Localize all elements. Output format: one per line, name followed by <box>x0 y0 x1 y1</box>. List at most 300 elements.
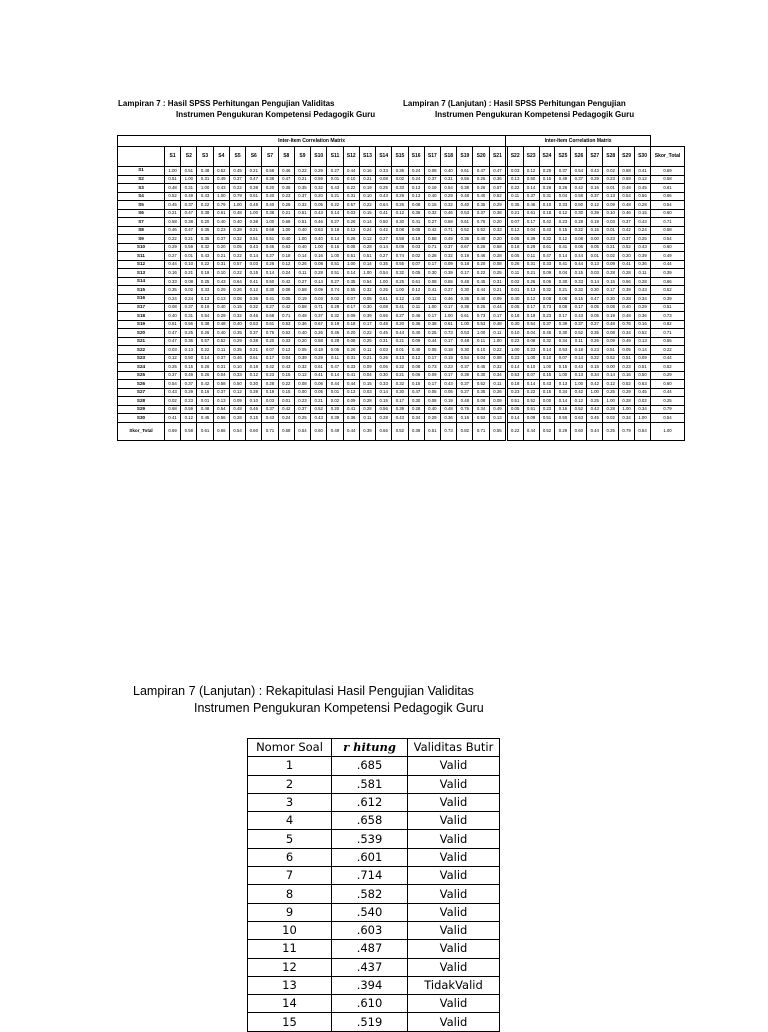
matrix-row-label: S2 <box>118 175 165 184</box>
matrix-cell: 0.29 <box>213 286 229 295</box>
recap-validitas: Valid <box>408 867 500 885</box>
matrix-cell: 0.40 <box>262 201 278 210</box>
matrix-cell: 0.13 <box>408 192 424 201</box>
matrix-cell: 0.08 <box>571 235 587 244</box>
matrix-cell: 0.03 <box>246 260 262 269</box>
matrix-cell: 0.55 <box>651 337 685 346</box>
matrix-cell: 0.09 <box>603 201 619 210</box>
matrix-cell: 0.19 <box>359 184 375 193</box>
matrix-cell: 0.31 <box>539 192 555 201</box>
matrix-cell: 1.00 <box>635 414 651 423</box>
matrix-cell: 0.35 <box>376 260 392 269</box>
matrix-cell: 0.13 <box>213 294 229 303</box>
matrix-cell: 0.79 <box>213 201 229 210</box>
matrix-row-label: S15 <box>118 286 165 295</box>
matrix-cell: 0.40 <box>507 294 523 303</box>
matrix-cell: 0.12 <box>555 209 571 218</box>
matrix-cell: 0.49 <box>294 312 310 321</box>
matrix-cell: 0.37 <box>571 320 587 329</box>
matrix-cell: 0.12 <box>507 226 523 235</box>
matrix-cell: 0.09 <box>523 414 539 423</box>
matrix-cell: 0.01 <box>507 286 523 295</box>
matrix-cell: 0.61 <box>539 243 555 252</box>
matrix-cell: 0.66 <box>651 192 685 201</box>
matrix-row-label: S24 <box>118 363 165 372</box>
appendix-header-right-line1: Lampiran 7 (Lanjutan) : Hasil SPSS Perhitungan Pengujian <box>403 99 626 108</box>
matrix-cell: 0.07 <box>507 218 523 227</box>
recap-row <box>248 940 500 958</box>
matrix-cell: 0.23 <box>603 175 619 184</box>
matrix-cell: 0.22 <box>229 269 245 278</box>
matrix-cell: 0.34 <box>473 405 489 414</box>
matrix-body <box>118 167 685 441</box>
matrix-row-label: S22 <box>118 346 165 355</box>
matrix-cell: 0.32 <box>294 201 310 210</box>
matrix-cell: 0.58 <box>165 218 181 227</box>
matrix-cell: 0.51 <box>327 269 343 278</box>
matrix-cell: 0.30 <box>473 371 489 380</box>
matrix-cell: 0.57 <box>197 337 213 346</box>
matrix-cell: 0.24 <box>278 414 294 423</box>
matrix-cell: 0.27 <box>376 235 392 244</box>
matrix-cell: 0.14 <box>376 243 392 252</box>
matrix-cell: 0.48 <box>197 167 213 176</box>
matrix-row <box>118 397 685 406</box>
matrix-cell: 0.25 <box>473 303 489 312</box>
matrix-cell: 0.15 <box>246 414 262 423</box>
matrix-row <box>118 184 685 193</box>
matrix-cell: 0.52 <box>603 354 619 363</box>
matrix-cell: 1.00 <box>424 303 440 312</box>
matrix-cell: 0.42 <box>262 363 278 372</box>
matrix-cell: 0.82 <box>457 423 473 441</box>
matrix-cell: 0.30 <box>603 294 619 303</box>
matrix-cell: 0.48 <box>246 201 262 210</box>
matrix-cell: 0.14 <box>555 397 571 406</box>
matrix-cell: 0.05 <box>327 346 343 355</box>
matrix-cell: 0.31 <box>376 337 392 346</box>
matrix-cell: 0.21 <box>181 269 197 278</box>
recap-validitas: Valid <box>408 921 500 939</box>
matrix-column-header: S24 <box>539 147 555 167</box>
matrix-cell: 0.21 <box>603 243 619 252</box>
matrix-cell: 0.63 <box>278 243 294 252</box>
matrix-cell: 0.73 <box>440 423 456 441</box>
matrix-cell: 0.21 <box>213 252 229 261</box>
matrix-cell: 0.20 <box>262 184 278 193</box>
matrix-cell: 0.12 <box>359 235 375 244</box>
matrix-cell: 0.19 <box>424 184 440 193</box>
matrix-cell: 0.31 <box>197 175 213 184</box>
matrix-cell: 0.33 <box>489 226 505 235</box>
matrix-cell: 0.51 <box>359 252 375 261</box>
recap-nomor-soal: 11 <box>248 940 332 958</box>
matrix-cell: 0.11 <box>213 346 229 355</box>
recap-validitas: Valid <box>408 885 500 903</box>
matrix-cell: 0.73 <box>424 363 440 372</box>
matrix-cell: 0.58 <box>294 303 310 312</box>
matrix-cell: 0.40 <box>229 320 245 329</box>
matrix-cell: 0.69 <box>651 167 685 176</box>
matrix-cell: 0.26 <box>262 260 278 269</box>
matrix-row <box>118 329 685 338</box>
matrix-cell: 0.04 <box>523 329 539 338</box>
matrix-cell: 0.28 <box>327 303 343 312</box>
recap-header-r-hitung: r hitung <box>332 739 408 757</box>
recap-nomor-soal: 6 <box>248 848 332 866</box>
matrix-cell: 0.48 <box>229 209 245 218</box>
matrix-cell: 0.44 <box>489 303 505 312</box>
matrix-cell: 0.08 <box>294 380 310 389</box>
matrix-cell: 0.54 <box>635 423 651 441</box>
matrix-cell: 0.18 <box>343 320 359 329</box>
matrix-cell: 1.00 <box>440 312 456 321</box>
matrix-cell: 0.43 <box>440 380 456 389</box>
matrix-cell: 0.51 <box>603 346 619 355</box>
recap-row <box>248 867 500 885</box>
matrix-cell: 0.51 <box>165 175 181 184</box>
matrix-cell: 0.12 <box>392 294 408 303</box>
matrix-cell: 0.17 <box>571 303 587 312</box>
matrix-cell: 0.34 <box>555 337 571 346</box>
matrix-cell: 0.26 <box>473 184 489 193</box>
matrix-cell: 0.12 <box>181 414 197 423</box>
matrix-cell: 0.23 <box>294 397 310 406</box>
matrix-cell: 0.38 <box>197 320 213 329</box>
matrix-cell: 0.37 <box>440 243 456 252</box>
matrix-cell: 0.27 <box>327 277 343 286</box>
matrix-column-header: Skor_Total <box>651 147 685 167</box>
matrix-cell: 0.56 <box>376 405 392 414</box>
matrix-cell: 0.28 <box>424 252 440 261</box>
matrix-cell: 0.23 <box>619 363 635 372</box>
matrix-row <box>118 312 685 321</box>
matrix-cell: 0.71 <box>651 329 685 338</box>
matrix-cell: 0.40 <box>473 192 489 201</box>
matrix-cell: 0.39 <box>359 312 375 321</box>
matrix-cell: 0.41 <box>246 277 262 286</box>
matrix-cell: 0.30 <box>571 209 587 218</box>
matrix-cell: 0.35 <box>473 388 489 397</box>
matrix-cell: 0.39 <box>359 423 375 441</box>
matrix-cell: 1.00 <box>213 192 229 201</box>
matrix-cell: 0.15 <box>539 175 555 184</box>
matrix-cell: 0.33 <box>376 380 392 389</box>
matrix-cell: 0.13 <box>571 371 587 380</box>
matrix-cell: 0.25 <box>392 277 408 286</box>
matrix-cell: 0.37 <box>571 175 587 184</box>
matrix-cell: 0.46 <box>619 209 635 218</box>
matrix-cell: 0.54 <box>571 167 587 176</box>
matrix-column-header: S11 <box>327 147 343 167</box>
matrix-cell: 0.40 <box>408 346 424 355</box>
matrix-cell: 0.08 <box>523 337 539 346</box>
matrix-cell: 0.49 <box>619 337 635 346</box>
matrix-cell: 0.28 <box>229 414 245 423</box>
matrix-cell: 0.05 <box>440 388 456 397</box>
matrix-cell: 0.50 <box>262 277 278 286</box>
matrix-cell: 0.46 <box>473 252 489 261</box>
matrix-cell: 0.03 <box>311 294 327 303</box>
matrix-column-header: S10 <box>311 147 327 167</box>
matrix-cell: 0.54 <box>376 269 392 278</box>
matrix-cell: 0.37 <box>294 192 310 201</box>
matrix-row <box>118 286 685 295</box>
matrix-cell: 0.26 <box>343 218 359 227</box>
matrix-cell: 0.52 <box>392 423 408 441</box>
matrix-cell: 0.40 <box>165 312 181 321</box>
matrix-cell: 0.39 <box>457 371 473 380</box>
matrix-cell: 1.00 <box>165 167 181 176</box>
matrix-cell: 0.02 <box>327 397 343 406</box>
matrix-cell: 0.16 <box>457 414 473 423</box>
matrix-cell: 0.52 <box>635 329 651 338</box>
matrix-cell: 0.14 <box>571 354 587 363</box>
matrix-cell: 0.48 <box>457 277 473 286</box>
matrix-cell: 0.41 <box>343 405 359 414</box>
matrix-cell: 0.50 <box>181 354 197 363</box>
matrix-cell: 0.15 <box>587 226 603 235</box>
matrix-cell: 0.11 <box>489 329 505 338</box>
matrix-cell: 0.26 <box>197 371 213 380</box>
matrix-cell: 0.06 <box>555 294 571 303</box>
matrix-cell: 0.23 <box>603 235 619 244</box>
matrix-cell: 0.68 <box>262 312 278 321</box>
recap-nomor-soal: 9 <box>248 903 332 921</box>
matrix-column-header: S12 <box>343 147 359 167</box>
matrix-cell: 1.00 <box>262 218 278 227</box>
recap-validitas: TidakValid <box>408 976 500 994</box>
matrix-cell: 0.59 <box>181 405 197 414</box>
matrix-cell: 0.61 <box>651 184 685 193</box>
matrix-cell: 0.29 <box>635 303 651 312</box>
matrix-cell: 0.36 <box>489 175 505 184</box>
matrix-cell: 0.61 <box>457 312 473 321</box>
matrix-cell: 0.57 <box>229 260 245 269</box>
matrix-cell: 1.00 <box>294 235 310 244</box>
matrix-cell: 0.79 <box>229 192 245 201</box>
matrix-cell: 0.12 <box>555 235 571 244</box>
matrix-cell: 0.36 <box>635 312 651 321</box>
matrix-cell: 0.54 <box>457 354 473 363</box>
matrix-cell: 0.26 <box>507 260 523 269</box>
matrix-cell: 0.15 <box>555 226 571 235</box>
matrix-cell: 0.60 <box>651 209 685 218</box>
matrix-cell: 0.09 <box>424 371 440 380</box>
matrix-cell: 0.32 <box>392 269 408 278</box>
matrix-cell: 0.20 <box>197 218 213 227</box>
matrix-cell: 0.25 <box>603 388 619 397</box>
matrix-cell: 0.26 <box>587 337 603 346</box>
matrix-cell: 0.26 <box>523 277 539 286</box>
matrix-cell: 0.28 <box>603 405 619 414</box>
matrix-title-row <box>118 136 685 147</box>
recap-nomor-soal: 13 <box>248 976 332 994</box>
matrix-cell: 0.21 <box>359 354 375 363</box>
matrix-cell: 0.25 <box>181 329 197 338</box>
matrix-cell: 0.43 <box>327 184 343 193</box>
matrix-cell: 0.14 <box>311 277 327 286</box>
matrix-cell: 0.37 <box>294 405 310 414</box>
matrix-cell: 0.42 <box>278 303 294 312</box>
matrix-cell: 0.43 <box>392 414 408 423</box>
matrix-cell: 0.10 <box>246 397 262 406</box>
matrix-cell: 0.73 <box>651 312 685 321</box>
matrix-cell: 0.10 <box>507 329 523 338</box>
inter-item-correlation-matrix <box>117 135 685 441</box>
matrix-cell: 0.54 <box>651 201 685 210</box>
matrix-cell: 0.32 <box>197 243 213 252</box>
matrix-cell: 0.48 <box>457 337 473 346</box>
matrix-cell: 0.82 <box>651 320 685 329</box>
matrix-row <box>118 175 685 184</box>
matrix-cell: 0.33 <box>165 277 181 286</box>
matrix-cell: 0.23 <box>278 192 294 201</box>
matrix-cell: 0.38 <box>457 303 473 312</box>
recap-row <box>248 976 500 994</box>
matrix-cell: 0.76 <box>619 320 635 329</box>
matrix-cell: 0.48 <box>213 320 229 329</box>
recap-validitas: Valid <box>408 775 500 793</box>
matrix-cell: 0.33 <box>555 201 571 210</box>
matrix-cell: 0.10 <box>343 175 359 184</box>
matrix-row <box>118 371 685 380</box>
matrix-cell: 0.04 <box>473 354 489 363</box>
matrix-cell: 0.45 <box>473 277 489 286</box>
matrix-cell: 0.08 <box>181 277 197 286</box>
matrix-cell: 0.44 <box>571 252 587 261</box>
matrix-cell: 0.67 <box>457 243 473 252</box>
recap-nomor-soal: 2 <box>248 775 332 793</box>
matrix-cell: 0.05 <box>229 243 245 252</box>
matrix-cell: 0.29 <box>181 388 197 397</box>
matrix-cell: 0.48 <box>619 312 635 321</box>
matrix-cell: 0.51 <box>635 363 651 372</box>
matrix-cell: 0.30 <box>262 286 278 295</box>
matrix-cell: 0.25 <box>587 397 603 406</box>
recap-nomor-soal: 3 <box>248 793 332 811</box>
matrix-cell: 0.40 <box>294 243 310 252</box>
matrix-cell: 0.51 <box>294 218 310 227</box>
matrix-cell: 0.36 <box>294 320 310 329</box>
matrix-cell: 0.37 <box>619 218 635 227</box>
matrix-cell: 0.48 <box>457 192 473 201</box>
matrix-cell: 0.26 <box>311 329 327 338</box>
matrix-cell: 0.11 <box>489 380 505 389</box>
matrix-cell: 0.11 <box>635 269 651 278</box>
matrix-cell: 0.30 <box>587 286 603 295</box>
matrix-cell: 0.42 <box>278 405 294 414</box>
matrix-cell: 0.30 <box>555 329 571 338</box>
matrix-cell: 0.36 <box>440 414 456 423</box>
matrix-cell: 0.37 <box>213 235 229 244</box>
matrix-cell: 0.15 <box>278 388 294 397</box>
matrix-cell: 0.29 <box>229 337 245 346</box>
matrix-cell: 0.32 <box>440 201 456 210</box>
matrix-cell: 0.03 <box>587 269 603 278</box>
matrix-cell: 0.15 <box>635 209 651 218</box>
matrix-cell: 0.17 <box>424 312 440 321</box>
matrix-cell: 0.04 <box>359 371 375 380</box>
recap-validitas: Valid <box>408 995 500 1013</box>
matrix-cell: 0.61 <box>408 277 424 286</box>
matrix-row-label: S16 <box>118 294 165 303</box>
matrix-cell: 0.61 <box>165 320 181 329</box>
matrix-cell: 0.14 <box>327 209 343 218</box>
matrix-cell: 0.17 <box>523 218 539 227</box>
matrix-row-label: S27 <box>118 388 165 397</box>
matrix-cell: 0.53 <box>457 329 473 338</box>
matrix-cell: 0.05 <box>619 346 635 355</box>
matrix-cell: 0.15 <box>424 201 440 210</box>
matrix-cell: 0.15 <box>376 397 392 406</box>
matrix-cell: 0.32 <box>392 363 408 372</box>
matrix-cell: 0.15 <box>408 380 424 389</box>
recap-r-hitung: .540 <box>332 903 408 921</box>
matrix-cell: 0.50 <box>229 380 245 389</box>
matrix-row <box>118 235 685 244</box>
matrix-cell: 0.02 <box>165 397 181 406</box>
matrix-row <box>118 277 685 286</box>
recap-validitas: Valid <box>408 757 500 775</box>
matrix-row <box>118 405 685 414</box>
matrix-cell: 0.04 <box>523 226 539 235</box>
matrix-cell: 0.33 <box>197 286 213 295</box>
matrix-cell: 0.37 <box>181 303 197 312</box>
matrix-cell: 0.56 <box>635 192 651 201</box>
matrix-cell: 0.61 <box>376 294 392 303</box>
matrix-cell: 0.20 <box>311 192 327 201</box>
matrix-cell: 0.57 <box>489 184 505 193</box>
matrix-row <box>118 260 685 269</box>
matrix-cell: 0.10 <box>539 354 555 363</box>
matrix-cell: 0.16 <box>635 320 651 329</box>
matrix-cell: 0.41 <box>343 371 359 380</box>
matrix-cell: 0.05 <box>507 405 523 414</box>
matrix-cell: 0.23 <box>507 354 523 363</box>
matrix-cell: 0.45 <box>539 329 555 338</box>
matrix-cell: 0.11 <box>327 354 343 363</box>
matrix-cell: 0.42 <box>587 380 603 389</box>
matrix-cell: 0.41 <box>262 294 278 303</box>
matrix-cell: 0.32 <box>311 184 327 193</box>
recap-body <box>248 757 500 1031</box>
matrix-row-label: S6 <box>118 209 165 218</box>
matrix-cell: 0.45 <box>587 414 603 423</box>
matrix-cell: 0.02 <box>603 252 619 261</box>
matrix-cell: 0.05 <box>587 303 603 312</box>
matrix-cell: 0.22 <box>229 184 245 193</box>
matrix-cell: 0.38 <box>262 209 278 218</box>
matrix-cell: 0.22 <box>473 269 489 278</box>
recap-r-hitung: .487 <box>332 940 408 958</box>
matrix-cell: 0.58 <box>424 235 440 244</box>
matrix-cell: 0.05 <box>587 243 603 252</box>
matrix-cell: 0.21 <box>278 209 294 218</box>
matrix-cell: 0.03 <box>603 218 619 227</box>
matrix-cell: 0.43 <box>587 167 603 176</box>
matrix-cell: 0.01 <box>181 252 197 261</box>
matrix-cell: 0.36 <box>635 260 651 269</box>
matrix-cell: 0.39 <box>246 388 262 397</box>
matrix-cell: 0.19 <box>440 354 456 363</box>
matrix-cell: 0.50 <box>523 175 539 184</box>
matrix-cell: 0.51 <box>294 209 310 218</box>
matrix-cell: 0.22 <box>507 337 523 346</box>
matrix-cell: 0.27 <box>262 303 278 312</box>
matrix-cell: 1.00 <box>603 397 619 406</box>
matrix-cell: 0.01 <box>278 397 294 406</box>
